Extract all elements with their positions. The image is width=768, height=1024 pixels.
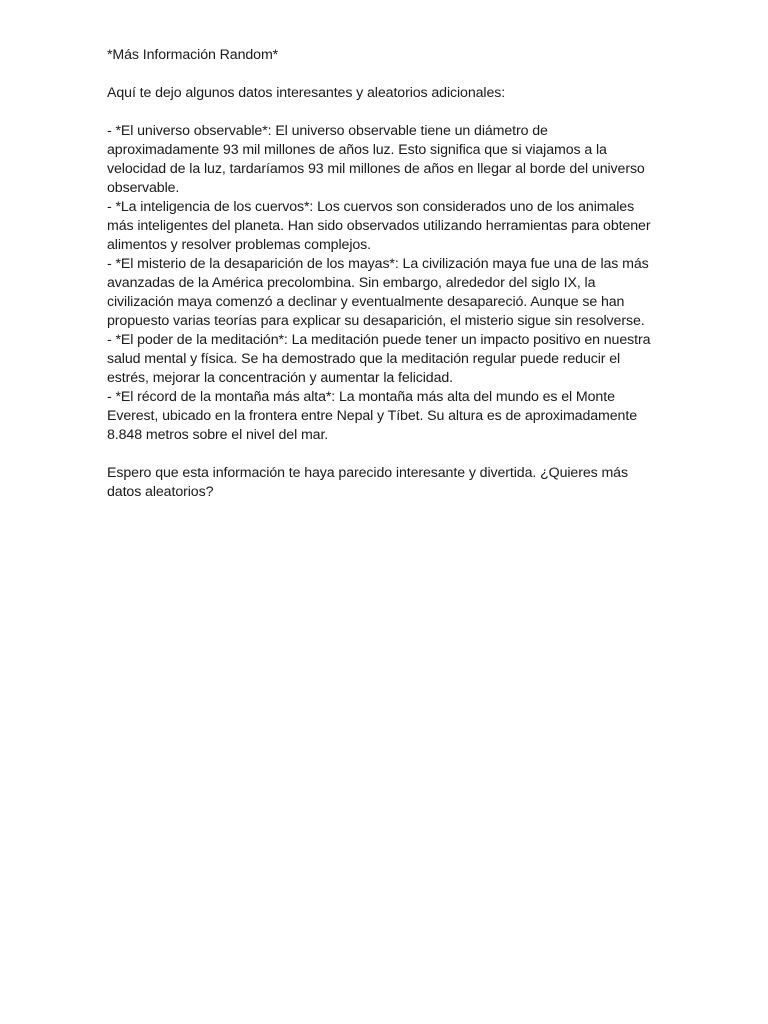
paragraph-gap bbox=[107, 103, 659, 122]
fact-item-meditation: - *El poder de la meditación*: La meditación puede tener un impacto positivo en nuestra salud mental y física. Se ha demostrado que la meditación regular puede reducir el estrés, mejorar la concentración y aumentar la felicidad. bbox=[107, 332, 651, 386]
document-intro: Aquí te dejo algunos datos interesantes y aleatorios adicionales: bbox=[107, 85, 506, 101]
document-closing: Espero que esta información te haya parecido interesante y divertida. ¿Quieres más datos aleatorios? bbox=[107, 465, 628, 500]
fact-item-mayas: - *El misterio de la desaparición de los mayas*: La civilización maya fue una de las más avanzadas de la América precolombina. Sin embargo, alrededor del siglo IX, la civilización maya comenzó a declinar y eventualmente desapareció. Aunque se han propuesto varias teorías para explicar su desaparición, el misterio sigue sin resolverse. bbox=[107, 256, 649, 329]
paragraph-gap bbox=[107, 65, 659, 84]
fact-item-universe: - *El universo observable*: El universo observable tiene un diámetro de aproximadamente 93 mil millones de años luz. Esto significa que si viajamos a la velocidad de la luz, tardaríamos 93 mil millones de años en llegar al borde del universo observable. bbox=[107, 123, 645, 196]
paragraph-gap bbox=[107, 445, 659, 464]
fact-item-crows: - *La inteligencia de los cuervos*: Los cuervos son considerados uno de los animales más inteligentes del planeta. Han sido observados utilizando herramientas para obtener alimentos y resolver problemas complejos. bbox=[107, 199, 651, 253]
fact-item-everest: - *El récord de la montaña más alta*: La montaña más alta del mundo es el Monte Everest, ubicado en la frontera entre Nepal y Tíbet. Su altura es de aproximadamente 8.848 metros sobre el nivel del mar. bbox=[107, 389, 637, 443]
document-title: *Más Información Random* bbox=[107, 47, 279, 63]
document-body bbox=[107, 46, 659, 502]
